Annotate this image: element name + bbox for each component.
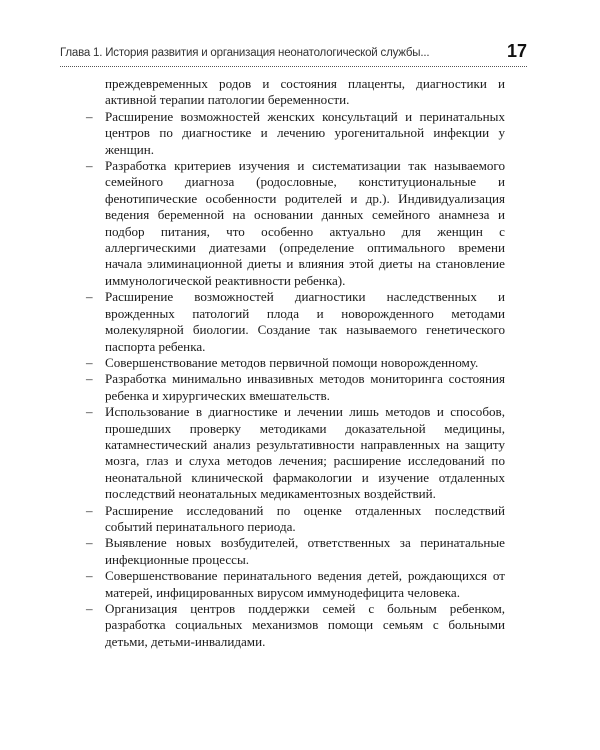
dash-marker: – xyxy=(86,108,93,124)
list-item xyxy=(86,404,505,502)
running-header xyxy=(60,38,527,67)
dash-marker: – xyxy=(86,158,93,174)
list-item-text: Расширение возможностей диагностики наследственных и врожденных патологий плода и новорожденного методами молекулярной биологии. Создание так называемого генетического паспорта ребенка. xyxy=(105,289,505,354)
list-item-text: Разработка минимально инвазивных методов мониторинга состояния ребенка и хирургических вмешательств. xyxy=(105,371,505,403)
dash-marker: – xyxy=(86,502,93,518)
dash-marker: – xyxy=(86,601,93,616)
list-item xyxy=(86,568,505,601)
bullet-list xyxy=(86,108,505,650)
list-item xyxy=(86,371,505,404)
list-item-text: Разработка критериев изучения и систематизации так называемого семейного диагноза (родословные, конституциональные и фенотипические особенности родителей и др.). Индивидуализация ведения беременной на основании данных семейного анамнеза и подбор питания, что особенно актуально для женщин с аллергическими диатезами (определение оптимального времени начала элиминационной диеты и влияния этой диеты на становление иммунологической реактивности ребенка). xyxy=(105,158,505,288)
body-text xyxy=(86,76,505,650)
list-item-text: Совершенствование методов первичной помощи новорожденному. xyxy=(105,354,479,370)
page-number: 17 xyxy=(506,41,527,61)
list-item xyxy=(86,535,505,568)
list-item-text: Совершенствование перинатального ведения детей, рождающихся от матерей, инфицированных вирусом иммунодефицита человека. xyxy=(105,568,505,600)
dash-marker: – xyxy=(86,354,93,370)
continuation-paragraph: преждевременных родов и состояния плаценты, диагностики и активной терапии патологии беременности. xyxy=(105,76,505,108)
dash-marker: – xyxy=(86,568,93,584)
dash-marker: – xyxy=(86,404,93,420)
dash-marker: – xyxy=(86,535,93,551)
list-item xyxy=(86,158,505,289)
list-item xyxy=(86,289,505,355)
list-item-text: Расширение исследований по оценке отдаленных последствий событий перинатального периода. xyxy=(105,502,505,534)
list-item xyxy=(86,601,505,650)
list-item-text: Выявление новых возбудителей, ответственных за перинатальные инфекционные процессы. xyxy=(105,535,505,567)
list-item-text: Расширение возможностей женских консультаций и перинатальных центров по диагностике и лечению урогенитальной инфекции у женщин. xyxy=(105,108,505,157)
dash-marker: – xyxy=(86,289,93,305)
chapter-title: Глава 1. История развития и организация неонатологической службы... xyxy=(60,47,430,59)
list-item-text: Использование в диагностике и лечении лишь методов и способов, прошедших проверку методиками доказательной медицины, катамнестический анализ результативности направленных на защиту мозга, глаз и слуха методов лечения; расширение исследований по неонатальной клинической фармакологии и изучение отдаленных последствий неонатальных медикаментозных воздействий. xyxy=(105,404,505,502)
list-item xyxy=(86,354,505,371)
list-item xyxy=(86,108,505,158)
list-item-text: Организация центров поддержки семей с больным ребенком, разработка социальных механизмов помощи семьям с больными детьми, детьми-инвалидами. xyxy=(105,601,505,649)
dash-marker: – xyxy=(86,371,93,387)
list-item xyxy=(86,502,505,536)
